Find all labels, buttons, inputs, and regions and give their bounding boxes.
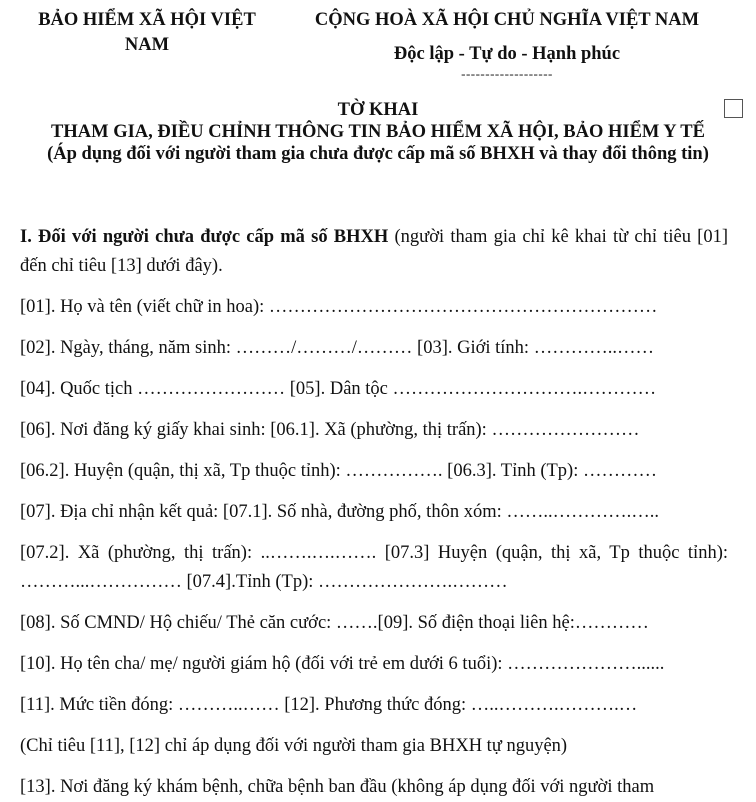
field-02-03-birthdate-gender: [02]. Ngày, tháng, năm sinh: ………/………/……… [03]. Giới tính: …………..……: [20, 338, 654, 358]
motto-underline: -------------------: [461, 66, 553, 81]
form-title-subject: THAM GIA, ĐIỀU CHỈNH THÔNG TIN BẢO HIỂM XÃ HỘI, BẢO HIỂM Y TẾ: [51, 122, 705, 142]
section-1-heading: I. Đối với người chưa được cấp mã số BHXH: [20, 227, 389, 247]
form-body: [20, 223, 728, 802]
field-11-12-note: (Chỉ tiêu [11], [12] chỉ áp dụng đối với người tham gia BHXH tự nguyện): [20, 736, 568, 756]
field-04-05-nationality-ethnicity: [04]. Quốc tịch …………………… [05]. Dân tộc ………………………….…………: [20, 379, 657, 399]
field-01-full-name: [01]. Họ và tên (viết chữ in hoa): ………………………………………………………: [20, 297, 658, 317]
field-06-birth-registration-commune: [06]. Nơi đăng ký giấy khai sinh: [06.1]. Xã (phường, thị trấn): ……………………: [20, 420, 640, 440]
field-07-result-address: [07]. Địa chỉ nhận kết quả: [07.1]. Số nhà, đường phố, thôn xóm: ……..………….…..: [20, 502, 659, 522]
agency-name: BẢO HIỂM XÃ HỘI VIỆT NAM: [38, 10, 256, 55]
field-08-09-id-phone: [08]. Số CMND/ Hộ chiếu/ Thẻ căn cước: …….[09]. Số điện thoại liên hệ:…………: [20, 613, 649, 633]
national-motto: Độc lập - Tự do - Hạnh phúc: [393, 44, 621, 64]
section-1-intro: [20, 223, 728, 281]
field-13-initial-clinic: [13]. Nơi đăng ký khám bệnh, chữa bệnh ban đầu (không áp dụng đối với người tham: [20, 777, 655, 797]
form-title: [18, 99, 738, 165]
field-07-commune-district-province: [07.2]. Xã (phường, thị trấn): ..…….….……. [07.3] Huyện (quận, thị xã, Tp thuộc tỉnh): ………...…………… [07.4].Tỉnh (Tp): ………………….………: [20, 543, 728, 592]
field-11-12-contribution: [11]. Mức tiền đóng: ………..…… [12]. Phương thức đóng: …..……….……….…: [20, 695, 638, 715]
field-10-guardian: [10]. Họ tên cha/ mẹ/ người giám hộ (đối với trẻ em dưới 6 tuổi): …………………......: [20, 654, 665, 674]
form-title-scope: (Áp dụng đối với người tham gia chưa được cấp mã số BHXH và thay đổi thông tin): [47, 144, 709, 164]
country-name: CỘNG HOÀ XÃ HỘI CHỦ NGHĨA VIỆT NAM: [314, 10, 700, 30]
field-06-district-province: [06.2]. Huyện (quận, thị xã, Tp thuộc tỉnh): ……………. [06.3]. Tỉnh (Tp): …………: [20, 461, 657, 481]
national-header: [282, 8, 732, 81]
section-1-note: (người tham gia chỉ kê khai từ chỉ tiêu [01] đến chỉ tiêu [13] dưới đây).: [20, 227, 728, 276]
form-title-main: TỜ KHAI: [337, 100, 419, 120]
